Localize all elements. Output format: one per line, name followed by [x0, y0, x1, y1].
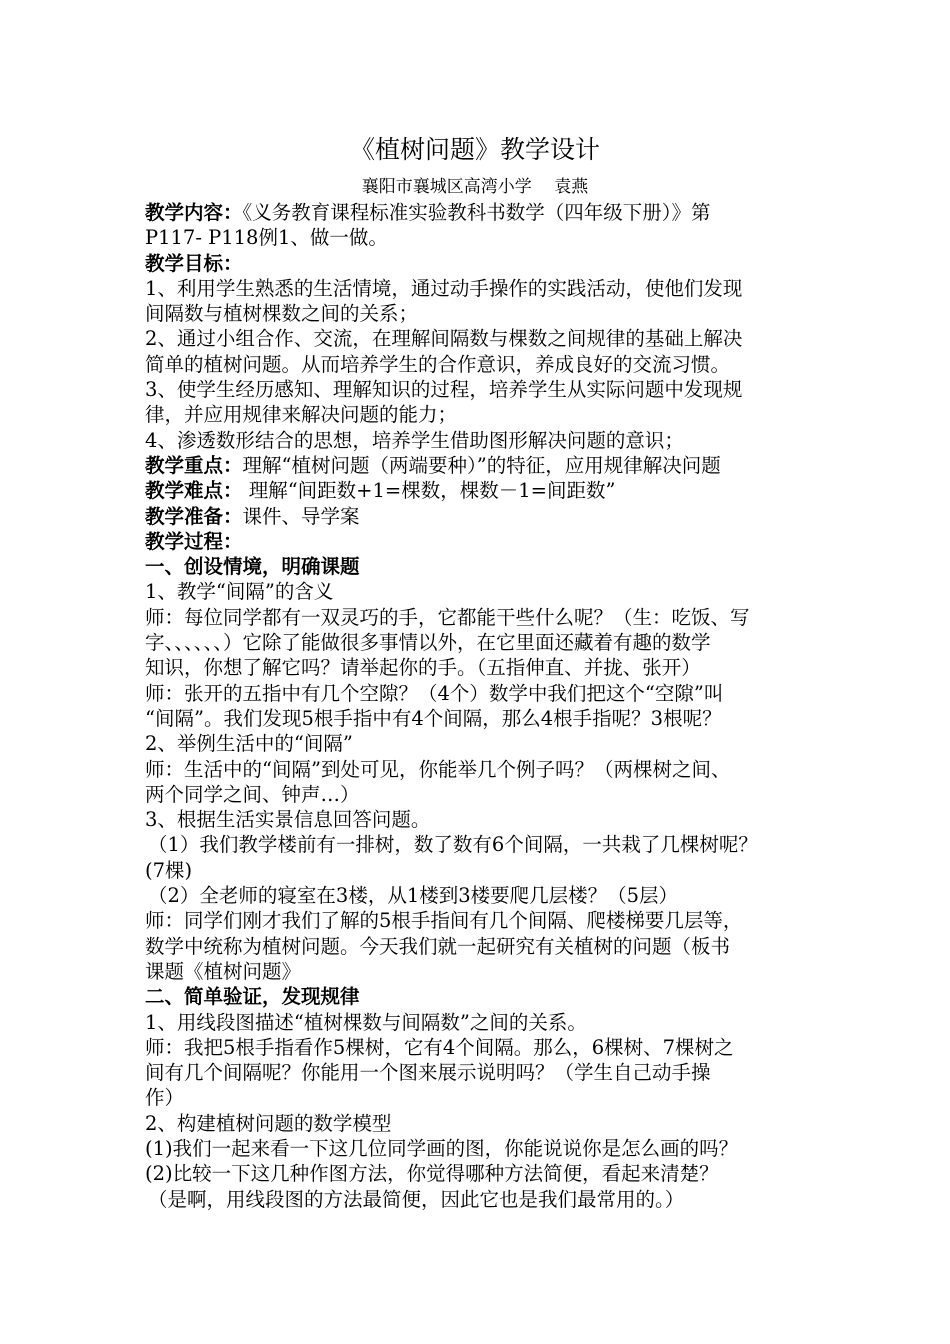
line-text: （是啊，用线段图的方法最简便，因此它也是我们最常用的。）	[148, 1187, 685, 1211]
document-line	[145, 858, 835, 883]
document-line	[145, 782, 835, 807]
document-line	[145, 478, 835, 503]
document-line	[145, 428, 835, 453]
section-label: 教学内容：	[145, 201, 243, 224]
document-line	[145, 1111, 835, 1136]
document-line	[145, 757, 835, 782]
section-label: 教学重点：	[145, 453, 243, 477]
line-text: 理解“植树问题（两端要种）”的特征，应用规律解决问题	[242, 453, 721, 477]
document-line	[145, 1161, 835, 1186]
line-text: (1)我们一起来看一下这几位同学画的图，你能说说你是怎么画的吗？	[145, 1136, 739, 1160]
line-text: 2、举例生活中的“间隔”	[145, 732, 353, 756]
line-text: 3、根据生活实景信息回答问题。	[145, 808, 431, 832]
document-line	[145, 706, 835, 731]
document-line	[145, 554, 835, 579]
line-text: 简单的植树问题。从而培养学生的合作意识，养成良好的交流习惯。	[145, 352, 731, 376]
line-text: 1、用线段图描述“植树棵数与间隔数”之间的关系。	[145, 1010, 587, 1034]
document-line	[145, 352, 835, 377]
document-line	[145, 832, 835, 857]
line-text: 课件、导学案	[242, 504, 360, 528]
section-label: 教学目标：	[145, 251, 243, 275]
line-text: 2、构建植树问题的数学模型	[145, 1111, 392, 1135]
document-line	[145, 276, 835, 301]
section-label: 一、创设情境，明确课题	[145, 555, 360, 579]
document-line	[145, 301, 835, 326]
section-label: 教学准备：	[145, 504, 243, 528]
document-line	[145, 326, 835, 351]
document-line	[145, 225, 835, 250]
line-text: 课题《植树问题》	[145, 959, 302, 983]
line-text: 3、使学生经历感知、理解知识的过程，培养学生从实际问题中发现规	[145, 378, 743, 402]
line-text: 知识，你想了解它吗？请举起你的手。（五指伸直、并拢、张开）	[145, 656, 701, 680]
section-label: 教学过程：	[145, 529, 243, 553]
line-text: 理解“间距数+1=棵数，棵数－1=间距数”	[242, 479, 616, 503]
document-line	[145, 504, 835, 529]
line-text: 师：我把5根手指看作5棵树，它有4个间隔。那么，6棵树、7棵树之	[145, 1035, 734, 1059]
document-line	[145, 377, 835, 402]
document-line	[145, 402, 835, 427]
line-text: P117- P118例1、做一做。	[145, 226, 388, 250]
line-text: 1、教学“间隔”的含义	[145, 580, 334, 604]
document-line	[145, 934, 835, 959]
document-line	[145, 984, 835, 1009]
line-text: 师：每位同学都有一双灵巧的手，它都能干些什么呢？（生：吃饭、写	[145, 605, 750, 629]
document-line	[145, 1010, 835, 1035]
line-text: 作）	[145, 1086, 185, 1110]
document-line	[145, 1060, 835, 1085]
document-line	[145, 681, 835, 706]
document-line	[145, 630, 835, 655]
document-line	[145, 1085, 835, 1110]
line-text: （1）我们教学楼前有一排树，数了数有6个间隔，一共栽了几棵树呢？	[148, 833, 758, 857]
document-line	[145, 579, 835, 604]
document-author: 襄阳市襄城区高湾小学 袁燕	[361, 177, 589, 197]
line-text: 两个同学之间、钟声…）	[145, 782, 360, 806]
document-line	[145, 1187, 835, 1212]
line-text: 师：生活中的“间隔”到处可见，你能举几个例子吗？（两棵树之间、	[145, 757, 731, 781]
line-text: 间隔数与植树棵数之间的关系；	[145, 302, 419, 326]
line-text: （2）全老师的寝室在3楼，从1楼到3楼要爬几层楼？（5层）	[148, 884, 679, 908]
document-line	[145, 731, 835, 756]
document-line	[145, 807, 835, 832]
document-line	[145, 453, 835, 478]
line-text: 1、利用学生熟悉的生活情境，通过动手操作的实践活动，使他们发现	[145, 276, 743, 300]
section-label: 教学难点：	[145, 479, 243, 503]
document-line	[145, 959, 835, 984]
document-line	[145, 529, 835, 554]
line-text: (2)比较一下这几种作图方法，你觉得哪种方法简便，看起来清楚？	[145, 1162, 719, 1186]
line-text: 师：张开的五指中有几个空隙？（4个）数学中我们把这个“空隙”叫	[145, 681, 724, 705]
line-text: 数学中统称为植树问题。今天我们就一起研究有关植树的问题（板书	[145, 934, 731, 958]
document-body	[145, 200, 835, 1212]
document-line	[145, 883, 835, 908]
document-line	[145, 251, 835, 276]
document-line	[145, 908, 835, 933]
document-line	[145, 655, 835, 680]
line-text: (7棵)	[145, 858, 193, 882]
section-label: 二、简单验证，发现规律	[145, 985, 360, 1009]
line-text: 2、通过小组合作、交流，在理解间隔数与棵数之间规律的基础上解决	[145, 327, 743, 351]
line-text: 间有几个间隔呢？你能用一个图来展示说明吗？（学生自己动手操	[145, 1061, 711, 1085]
line-text: 律，并应用规律来解决问题的能力；	[145, 403, 458, 427]
line-text: 字、、、、、、）它除了能做很多事情以外，在它里面还藏着有趣的数学	[145, 631, 711, 655]
document-line	[145, 1035, 835, 1060]
line-text: 《义务教育课程标准实验教科书数学（四年级下册）》第	[242, 201, 711, 224]
line-text: 师：同学们刚才我们了解的5根手指间有几个间隔、爬楼梯要几层等，	[145, 909, 743, 933]
line-text: “间隔”。我们发现5根手指中有4个间隔，那么4根手指呢？3根呢？	[145, 706, 722, 730]
document-line	[145, 605, 835, 630]
document-line	[145, 200, 835, 225]
line-text: 4、渗透数形结合的思想，培养学生借助图形解决问题的意识；	[145, 428, 684, 452]
document-line	[145, 1136, 835, 1161]
document-title: 《植树问题》教学设计	[349, 135, 600, 164]
